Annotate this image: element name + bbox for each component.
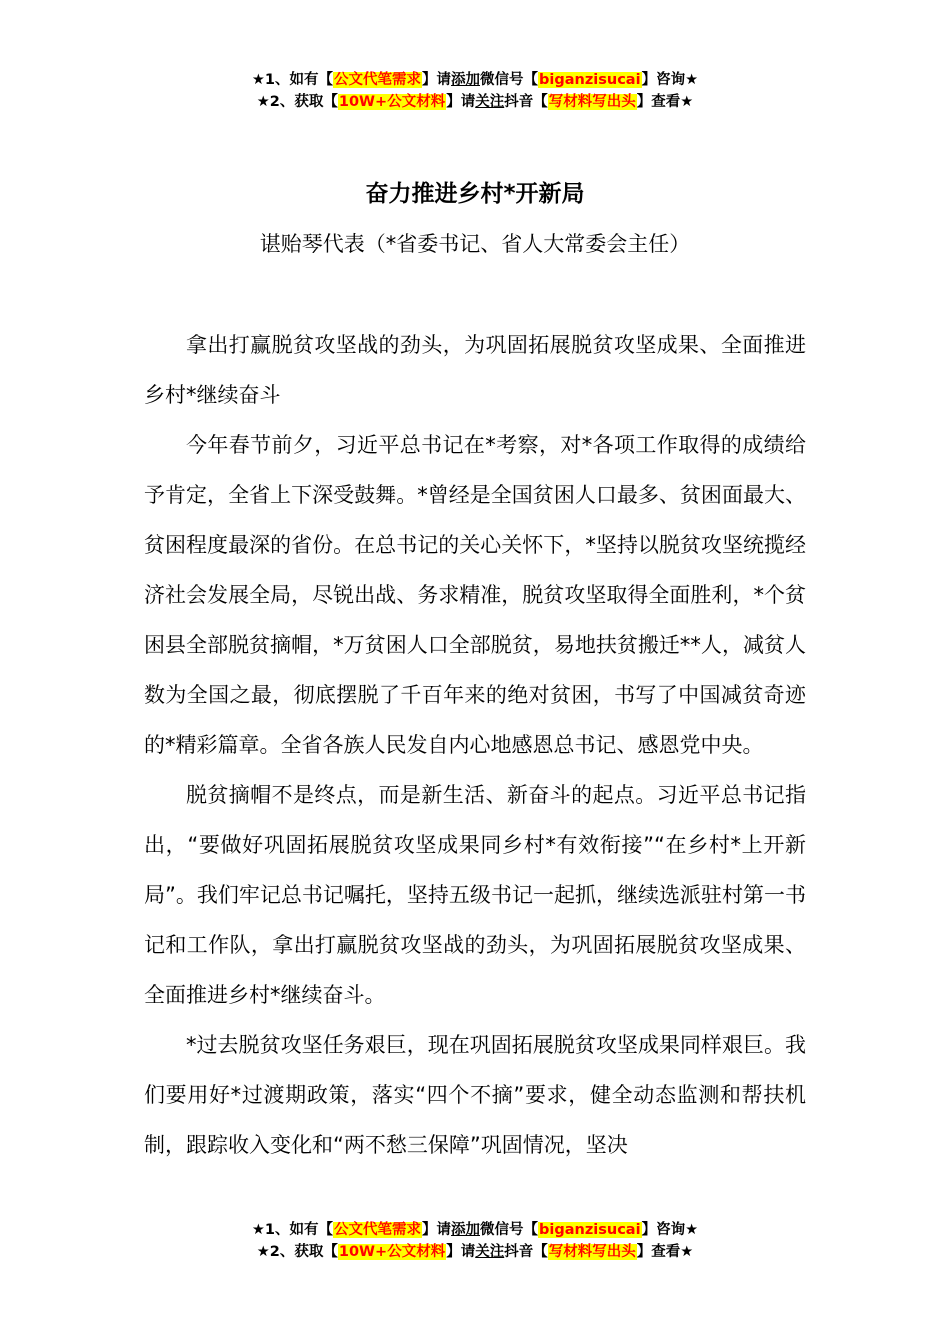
promo-text: 】查看★ [636,1244,694,1260]
document-title: 奋力推进乡村*开新局 [365,181,585,207]
paragraph: 今年春节前夕，习近平总书记在*考察，对*各项工作取得的成绩给予肯定，全省上下深受鼓舞。*曾经是全国贫困人口最多、贫困面最大、贫困程度最深的省份。在总书记的关心关怀下，*坚持以脱贫攻坚统揽经济社会发展全局，尽锐出战、务求精准，脱贫攻坚取得全面胜利，*个贫困县全部脱贫摘帽，*万贫困人口全部脱贫，易地扶贫搬迁**人，减贫人数为全国之最，彻底摆脱了千百年来的绝对贫困，书写了中国减贫奇迹的*精彩篇章。全省各族人民发自内心地感恩总书记、感恩党中央。 [144,433,806,757]
promo-text: 】请 [422,1222,452,1238]
promo-text: 微信号【 [480,72,539,88]
document-body [144,320,806,1170]
promo-line-1 [0,69,950,91]
promo-text: 抖音【 [504,1244,548,1260]
promo-highlight-douyin: 写材料写出头 [548,94,636,110]
promo-banner-top [0,69,950,113]
promo-line-2 [0,1241,950,1263]
promo-text: ★2、获取【 [256,1244,338,1260]
promo-highlight-materials: 10W+公文材料 [338,94,446,110]
document-subtitle: 谌贻琴代表（*省委书记、省人大常委会主任） [259,232,691,256]
promo-text: ★1、如有【 [251,1222,334,1238]
promo-text: 】请 [446,94,476,110]
promo-text: 抖音【 [504,94,548,110]
promo-text: 】查看★ [636,94,694,110]
promo-line-2 [0,91,950,113]
promo-text: 】请 [422,72,452,88]
promo-highlight-service: 公文代笔需求 [334,1222,422,1238]
promo-underline-add: 添加 [451,72,481,88]
promo-text: ★1、如有【 [251,72,334,88]
promo-highlight-douyin: 写材料写出头 [548,1244,636,1260]
promo-underline-follow: 关注 [475,1244,505,1260]
promo-text: 】咨询★ [641,1222,699,1238]
promo-text: 微信号【 [480,1222,539,1238]
promo-highlight-service: 公文代笔需求 [334,72,422,88]
promo-underline-follow: 关注 [475,94,505,110]
promo-highlight-wechat-id: biganzisucai [539,1222,641,1238]
promo-text: 】咨询★ [641,72,699,88]
promo-line-1 [0,1219,950,1241]
promo-text: ★2、获取【 [256,94,338,110]
promo-banner-bottom [0,1219,950,1263]
paragraph: 脱贫摘帽不是终点，而是新生活、新奋斗的起点。习近平总书记指出，“要做好巩固拓展脱贫攻坚成果同乡村*有效衔接”“在乡村*上开新局”。我们牢记总书记嘱托，坚持五级书记一起抓，继续选派驻村第一书记和工作队，拿出打赢脱贫攻坚战的劲头，为巩固拓展脱贫攻坚成果、全面推进乡村*继续奋斗。 [144,783,806,1007]
paragraph: *过去脱贫攻坚任务艰巨，现在巩固拓展脱贫攻坚成果同样艰巨。我们要用好*过渡期政策，落实“四个不摘”要求，健全动态监测和帮扶机制，跟踪收入变化和“两不愁三保障”巩固情况，坚决 [144,1033,806,1157]
paragraph: 拿出打赢脱贫攻坚战的劲头，为巩固拓展脱贫攻坚成果、全面推进乡村*继续奋斗 [144,333,806,407]
promo-text: 】请 [446,1244,476,1260]
promo-highlight-materials: 10W+公文材料 [338,1244,446,1260]
promo-highlight-wechat-id: biganzisucai [539,72,641,88]
promo-underline-add: 添加 [451,1222,481,1238]
